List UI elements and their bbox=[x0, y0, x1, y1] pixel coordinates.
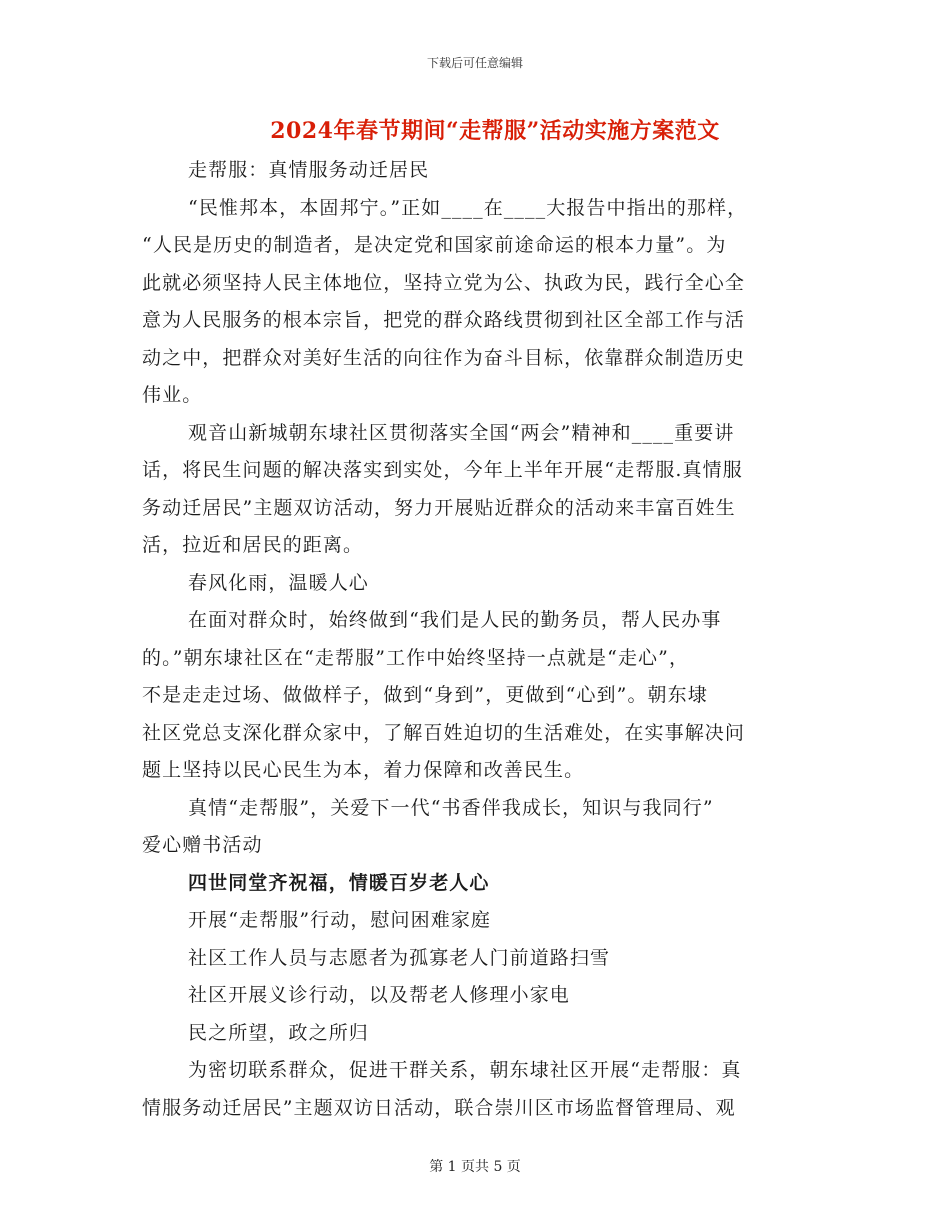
text-line: 走帮服：真情服务动迁居民 bbox=[188, 159, 430, 181]
text-line: 开展“走帮服”行动，慰问困难家庭 bbox=[188, 909, 492, 931]
header-note: 下载后可任意编辑 bbox=[426, 56, 523, 70]
text-line: 的。”朝东埭社区在“走帮服”工作中始终坚持一点就是“走心”， bbox=[142, 646, 690, 669]
text-line: 春风化雨，温暖人心 bbox=[188, 571, 369, 594]
document-title: 2024年春节期间“走帮服”活动实施方案范文 bbox=[270, 118, 720, 144]
text-line: 社区开展义诊行动，以及帮老人修理小家电 bbox=[188, 984, 570, 1006]
text-line: 在面对群众时，始终做到“我们是人民的勤务员，帮人民办事 bbox=[188, 609, 722, 631]
text-line: 此就必须坚持人民主体地位，坚持立党为公、执政为民，践行全心全 bbox=[142, 271, 746, 294]
text-line: 伟业。 bbox=[142, 384, 203, 406]
section-heading-line: 四世同堂齐祝福，情暖百岁老人心 bbox=[188, 871, 490, 894]
text-line: 社区党总支深化群众家中，了解百姓迫切的生活难处，在实事解决问 bbox=[142, 721, 746, 744]
text-line: 务动迁居民”主题双访活动，努力开展贴近群众的活动来丰富百姓生 bbox=[142, 496, 736, 519]
document-body bbox=[142, 152, 802, 1127]
text-line: 话，将民生问题的解决落实到实处，今年上半年开展“走帮服.真情服 bbox=[142, 459, 743, 481]
text-line: 动之中，把群众对美好生活的向往作为奋斗目标，依靠群众制造历史 bbox=[142, 346, 746, 369]
text-line: 爱心赠书活动 bbox=[142, 834, 263, 856]
text-line: “民惟邦本，本固邦宁。”正如____在____大报告中指出的那样， bbox=[188, 196, 748, 219]
text-line: 观音山新城朝东埭社区贯彻落实全国“两会”精神和____重要讲 bbox=[188, 421, 735, 444]
text-line: 意为人民服务的根本宗旨，把党的群众路线贯彻到社区全部工作与活 bbox=[142, 309, 746, 331]
text-line: 不是走走过场、做做样子，做到“身到”，更做到“心到”。朝东埭 bbox=[142, 684, 708, 706]
text-line: 为密切联系群众，促进干群关系，朝东埭社区开展“走帮服：真 bbox=[188, 1059, 742, 1081]
text-line: “人民是历史的制造者，是决定党和国家前途命运的根本力量”。为 bbox=[142, 234, 727, 256]
text-line: 活，拉近和居民的距离。 bbox=[142, 534, 364, 556]
text-line: 真情“走帮服”，关爱下一代“书香伴我成长，知识与我同行” bbox=[188, 796, 714, 819]
page-number: 第 1 页共 5 页 bbox=[429, 1159, 521, 1175]
text-line: 情服务动迁居民”主题双访日活动，联合崇川区市场监督管理局、观 bbox=[142, 1096, 736, 1119]
text-line: 题上坚持以民心民生为本，着力保障和改善民生。 bbox=[142, 759, 585, 781]
text-line: 社区工作人员与志愿者为孤寡老人门前道路扫雪 bbox=[188, 946, 611, 969]
text-line: 民之所望，政之所归 bbox=[188, 1021, 369, 1044]
